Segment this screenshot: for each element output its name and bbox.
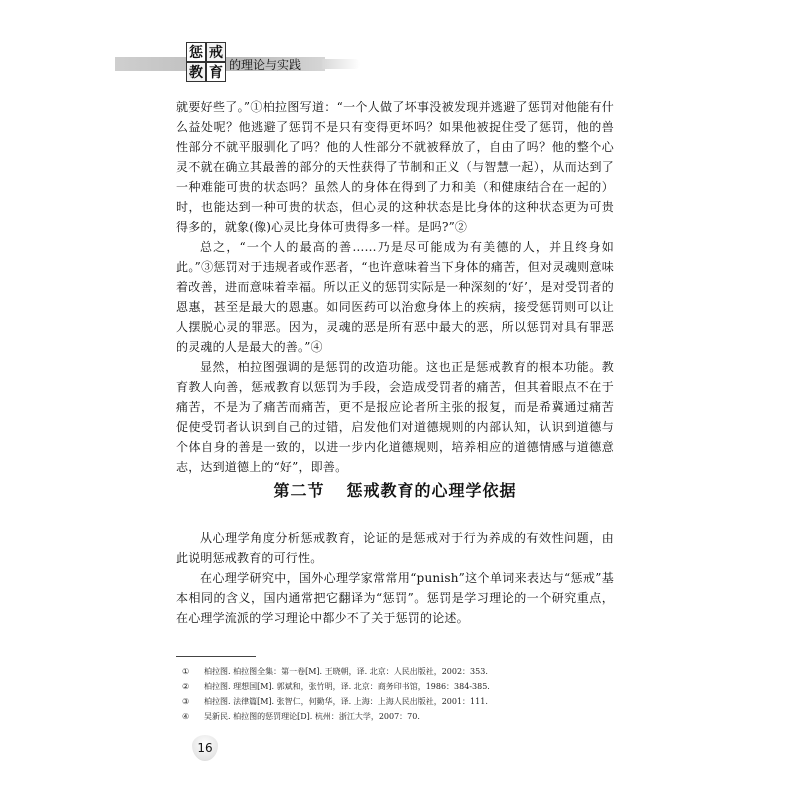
paragraph: 显然，柏拉图强调的是惩罚的改造功能。这也正是惩戒教育的根本功能。教育教人向善，惩戒教育以惩罚为手段，会造成受罚者的痛苦，但其着眼点不在于痛苦，不是为了痛苦而痛苦，更不是报应论者所主张的报复，而是希冀通过痛苦促使受罚者认识到自己的过错，启发他们对道德规则的内部认知，认识到道德与个体自身的善是一致的，以进一步内化道德规则，培养相应的道德情感与道德意志，达到道德上的“好”，即善。: [176, 360, 614, 474]
footnote-text: 柏拉图. 柏拉图全集：第一卷[M]. 王晓朝，译. 北京：人民出版社，2002：353.: [204, 667, 488, 676]
section-title: 惩戒教育的心理学依据: [346, 481, 517, 500]
footnotes: [182, 664, 614, 724]
logo-char: 教: [186, 62, 206, 82]
series-logo: [186, 42, 226, 82]
logo-char: 惩: [186, 42, 206, 62]
footnote: [182, 694, 614, 709]
section-heading: [176, 478, 614, 501]
paragraph: 总之，“一个人的最高的善……乃是尽可能成为有美德的人，并且终身如此。”③惩罚对于违规者或作恶者，“也许意味着当下身体的痛苦，但对灵魂则意味着改善，进而意味着幸福。所以正义的惩罚实际是一种深刻的‘好’，是对受罚者的恩惠，甚至是最大的恩惠。如同医药可以治愈身体上的疾病，接受惩罚则可以让人摆脱心灵的罪恶。因为，灵魂的恶是所有恶中最大的恶，所以惩罚对具有罪恶的灵魂的人是最大的善。”④: [176, 240, 614, 354]
page-number: 16: [197, 741, 213, 755]
footnote: [182, 664, 614, 679]
section-number: 第二节: [273, 481, 325, 500]
page-number-badge: [192, 735, 218, 761]
paragraph: 在心理学研究中，国外心理学家常常用“punish”这个单词来表达与“惩戒”基本相同的含义，国内通常把它翻译为“惩罚”。惩罚是学习理论的一个研究重点，在心理学流派的学习理论中都少不了关于惩罚的论述。: [176, 571, 614, 625]
footnote-text: 吴新民. 柏拉图的惩罚理论[D]. 杭州：浙江大学，2007：70.: [204, 712, 420, 721]
footnote-text: 柏拉图. 理想国[M]. 郭斌和，张竹明，译. 北京：商务印书馆，1986：384-385.: [204, 682, 490, 691]
footnote: [182, 709, 614, 724]
footnote-mark: ③: [182, 697, 190, 706]
footnote-mark: ②: [182, 682, 190, 691]
footnote-text: 柏拉图. 法律篇[M]. 张智仁，何勤华，译. 上海：上海人民出版社，2001：111.: [204, 697, 488, 706]
paragraph: 就要好些了。”①柏拉图写道：“一个人做了坏事没被发现并逃避了惩罚对他能有什么益处呢？他逃避了惩罚不是只有变得更坏吗？如果他被捉住受了惩罚，他的兽性部分不就平服驯化了吗？他的人性部分不就被释放了，自由了吗？他的整个心灵不就在确立其最善的部分的天性获得了节制和正义（与智慧一起），从而达到了一种难能可贵的状态吗？虽然人的身体在得到了力和美（和健康结合在一起的）时，也能达到一种可贵的状态，但心灵的这种状态是比身体的这种状态更为可贵得多的，就象(像)心灵比身体可贵得多一样。是吗?”②: [176, 100, 614, 234]
footnote: [182, 679, 614, 694]
footnote-mark: ④: [182, 712, 190, 721]
section-body-text: [176, 528, 614, 628]
header-band-tail: [322, 59, 360, 69]
running-head-subtitle: 的理论与实践: [229, 58, 302, 72]
footnote-divider: [176, 656, 256, 657]
logo-char: 戒: [206, 42, 226, 62]
logo-char: 育: [206, 62, 226, 82]
body-text-block: [176, 97, 614, 477]
paragraph: 从心理学角度分析惩戒教育，论证的是惩戒对于行为养成的有效性问题，由此说明惩戒教育的可行性。: [176, 531, 614, 565]
footnote-mark: ①: [182, 667, 190, 676]
